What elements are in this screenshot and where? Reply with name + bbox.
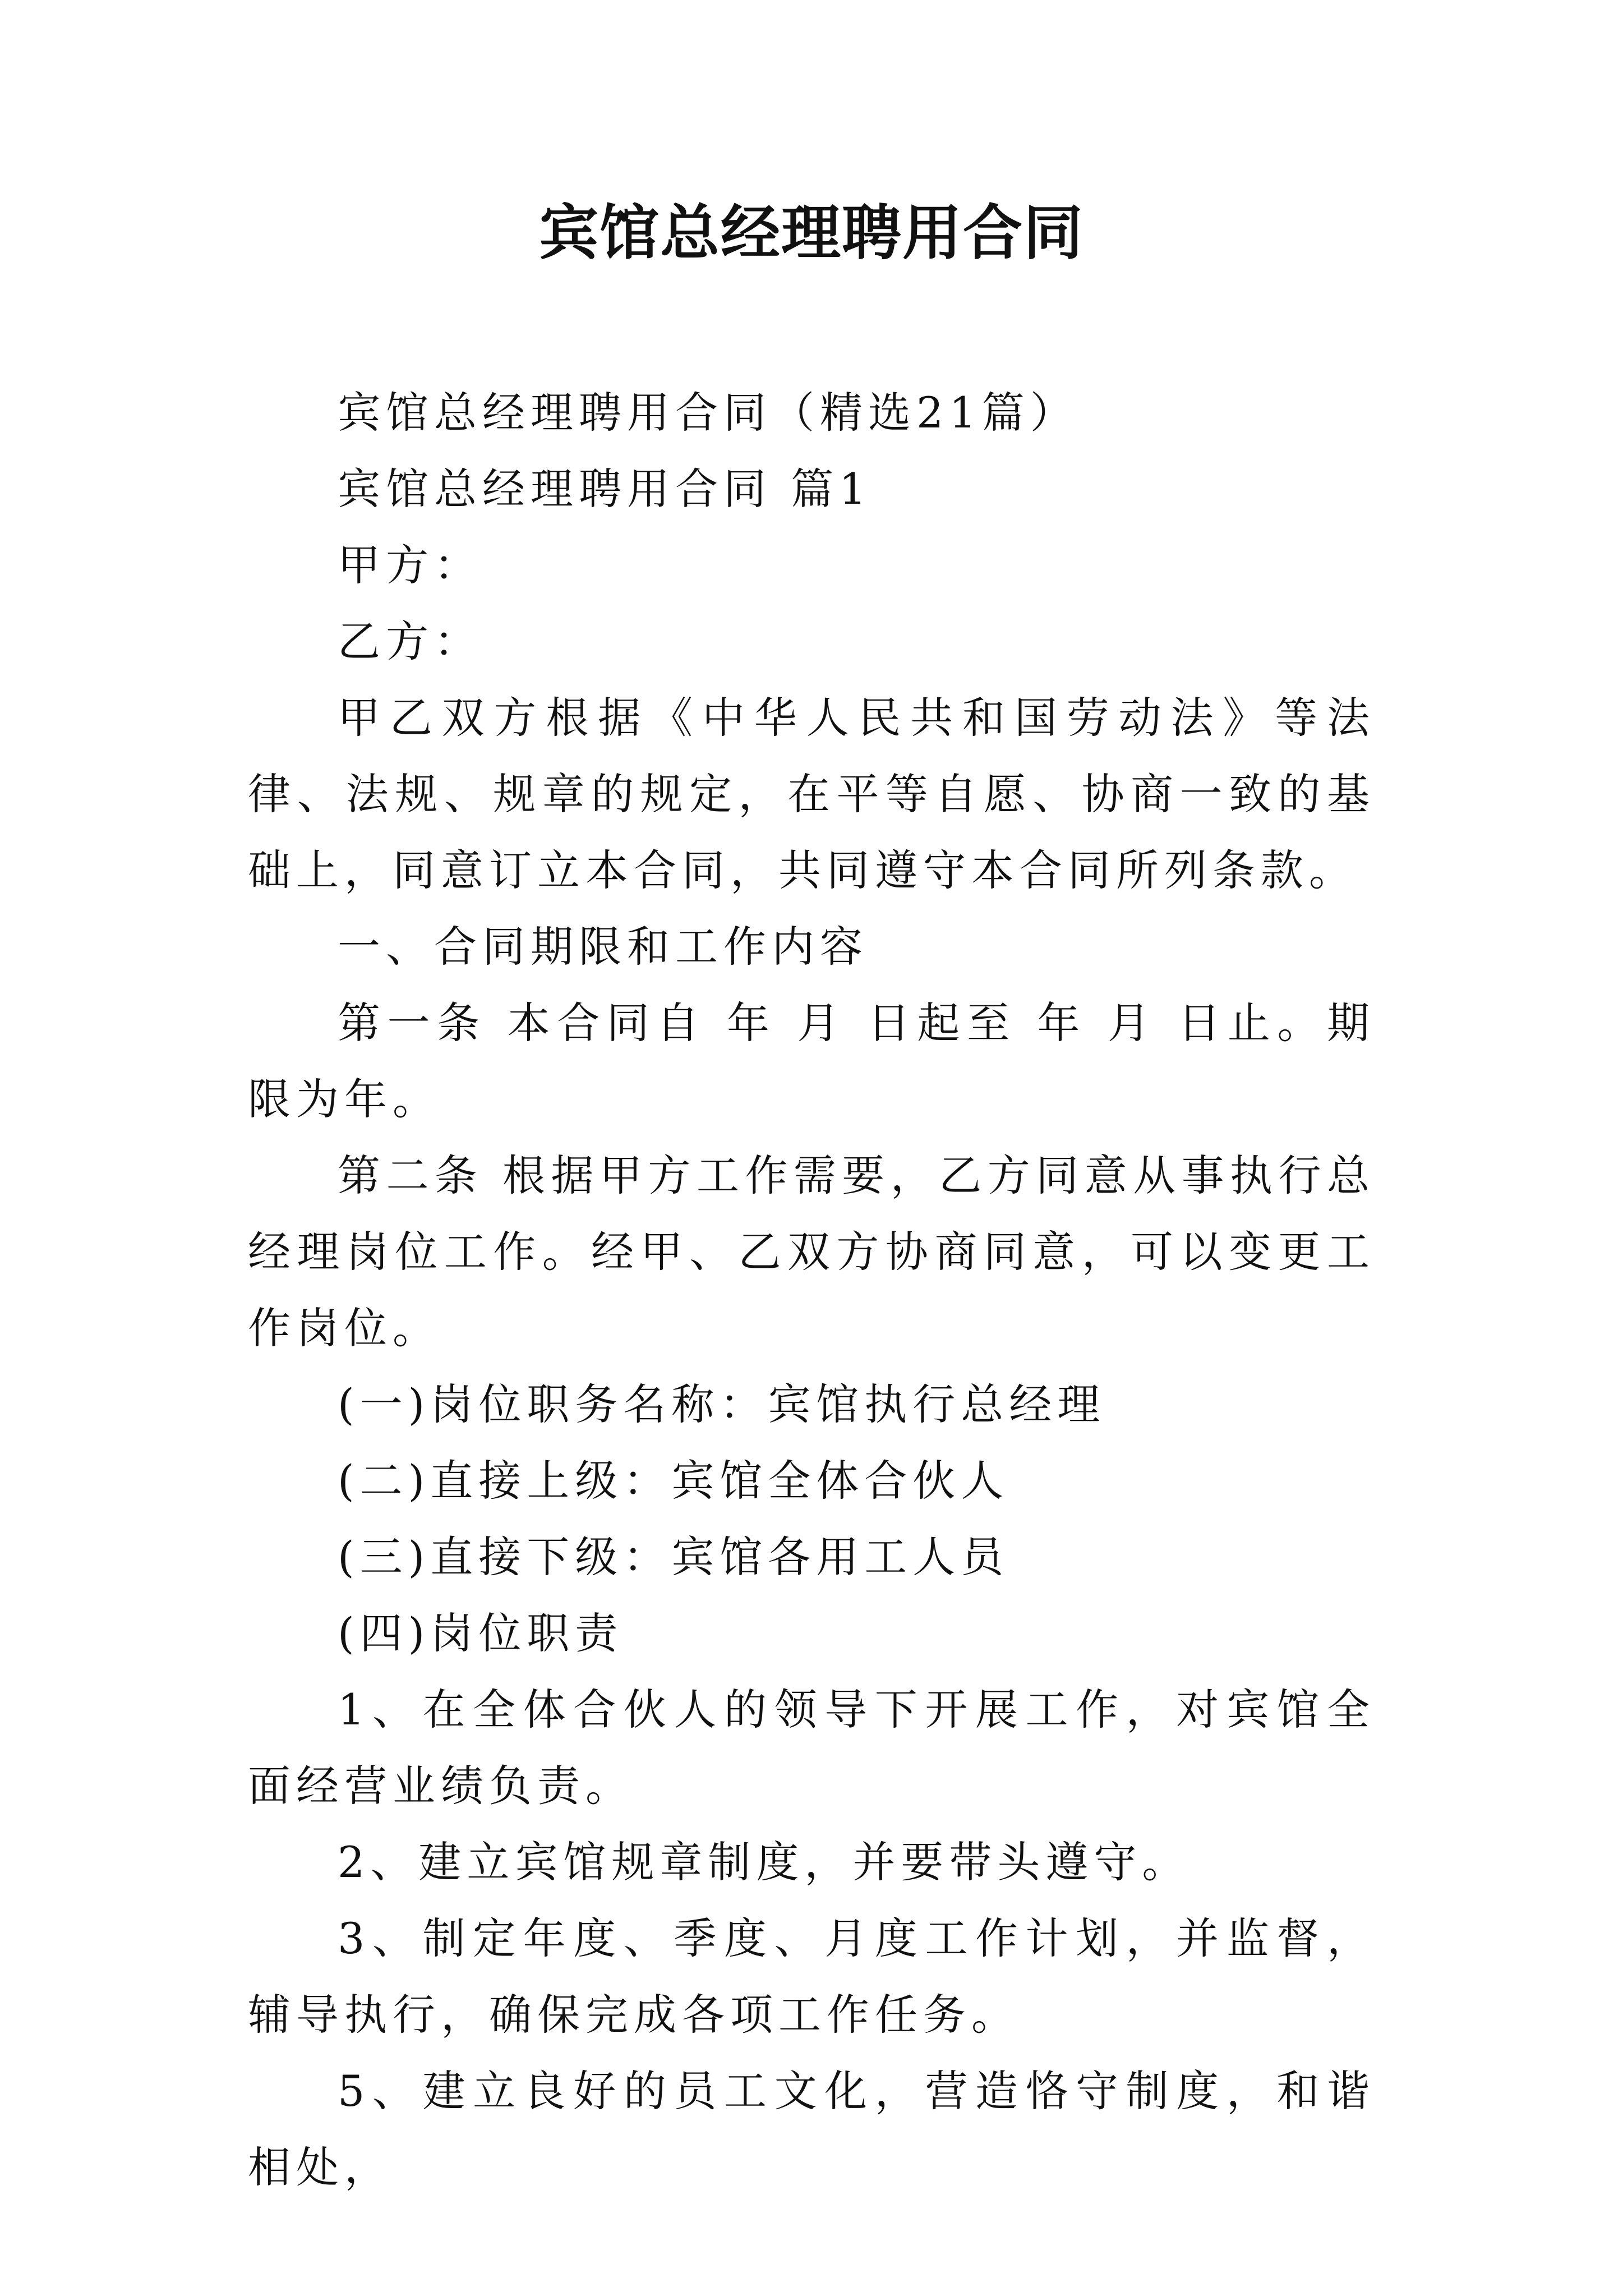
paragraph-chapter-one: 一、合同期限和工作内容	[338, 922, 868, 972]
document-body	[248, 375, 1375, 2206]
paragraph-duty-1: 1、在全体合伙人的领导下开展工作，对宾馆全面经营业绩负责。	[248, 1685, 1375, 1811]
paragraph-direct-subordinate: (三)直接下级：宾馆各用工人员	[338, 1532, 1009, 1582]
paragraph-duty-5: 5、建立良好的员工文化，营造恪守制度，和谐相处，	[248, 2066, 1375, 2192]
paragraph-article-two: 第二条 根据甲方工作需要，乙方同意从事执行总经理岗位工作。经甲、乙双方协商同意，可以变更工作岗位。	[248, 1151, 1375, 1353]
paragraph-article-one: 第一条 本合同自 年 月 日起至 年 月 日止。期限为年。	[248, 998, 1375, 1124]
paragraph-duty-2: 2、建立宾馆规章制度，并要带头遵守。	[338, 1837, 1191, 1887]
paragraph-duty-3: 3、制定年度、季度、月度工作计划，并监督，辅导执行，确保完成各项工作任务。	[248, 1913, 1375, 2040]
paragraph-direct-superior: (二)直接上级：宾馆全体合伙人	[338, 1456, 1009, 1506]
paragraph-section-heading: 宾馆总经理聘用合同 篇1	[338, 464, 872, 514]
paragraph-party-b: 乙方：	[338, 616, 482, 666]
paragraph-duties-heading: (四)岗位职责	[338, 1608, 624, 1658]
paragraph-position-title: (一)岗位职务名称：宾馆执行总经理	[338, 1379, 1106, 1429]
paragraph-preamble: 甲乙双方根据《中华人民共和国劳动法》等法律、法规、规章的规定，在平等自愿、协商一致的基础上，同意订立本合同，共同遵守本合同所列条款。	[248, 693, 1375, 895]
paragraph-collection-title: 宾馆总经理聘用合同（精选21篇）	[338, 388, 1078, 438]
paragraph-party-a: 甲方：	[338, 540, 482, 590]
document-title: 宾馆总经理聘用合同	[539, 197, 1084, 268]
